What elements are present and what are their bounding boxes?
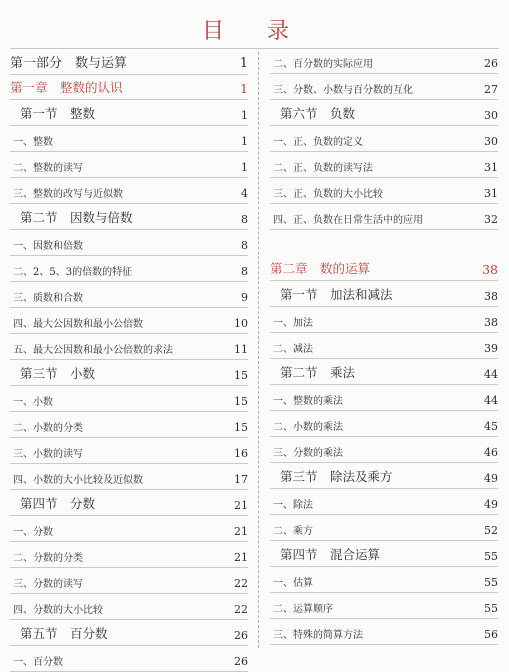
toc-page-number: 15 xyxy=(234,421,248,434)
toc-right-column xyxy=(270,48,498,645)
toc-page-number: 44 xyxy=(484,368,498,381)
toc-page-number: 1 xyxy=(239,56,248,71)
toc-page-number: 55 xyxy=(484,602,498,615)
toc-page-number: 1 xyxy=(241,161,248,174)
toc-chapter[interactable] xyxy=(270,256,498,281)
toc-page-number: 1 xyxy=(241,135,248,148)
toc-entry-title: 二、运算顺序 xyxy=(273,604,333,615)
toc-entry-title: 三、特殊的简算方法 xyxy=(273,630,363,641)
toc-section[interactable] xyxy=(270,541,498,567)
toc-section[interactable] xyxy=(10,100,248,126)
toc-page-number: 16 xyxy=(234,447,248,460)
toc-item[interactable] xyxy=(10,646,248,672)
toc-entry-title: 一、因数和倍数 xyxy=(13,241,83,252)
toc-page-number: 11 xyxy=(234,343,248,356)
toc-item[interactable] xyxy=(270,74,498,100)
toc-page-number: 27 xyxy=(484,83,498,96)
toc-page-number: 52 xyxy=(484,524,498,537)
toc-entry-title: 二、百分数的实际应用 xyxy=(273,59,373,70)
toc-page-number: 56 xyxy=(484,628,498,641)
toc-page-number: 8 xyxy=(241,265,248,278)
toc-entry-title: 一、整数 xyxy=(13,137,53,148)
toc-entry-title: 第三节 除法及乘方 xyxy=(280,469,393,484)
toc-section[interactable] xyxy=(270,359,498,385)
toc-entry-title: 第二章 数的运算 xyxy=(270,261,371,276)
toc-page-number: 4 xyxy=(241,187,248,200)
toc-section[interactable] xyxy=(270,100,498,126)
toc-entry-title: 四、分数的大小比较 xyxy=(13,605,103,616)
toc-left-column xyxy=(10,48,248,672)
toc-page-number: 1 xyxy=(241,109,248,122)
toc-item[interactable] xyxy=(10,230,248,256)
toc-page-number: 30 xyxy=(484,109,498,122)
toc-item[interactable] xyxy=(270,178,498,204)
toc-entry-title: 三、分数的读写 xyxy=(13,579,83,590)
toc-entry-title: 第四节 混合运算 xyxy=(280,547,381,562)
toc-entry-title: 二、小数的分类 xyxy=(13,423,83,434)
toc-page-number: 17 xyxy=(234,473,248,486)
toc-entry-title: 四、小数的大小比较及近似数 xyxy=(13,475,143,486)
toc-entry-title: 一、除法 xyxy=(273,500,313,511)
toc-spacer xyxy=(270,230,498,256)
toc-entry-title: 第一章 整数的认识 xyxy=(10,80,123,95)
toc-entry-title: 一、加法 xyxy=(273,318,313,329)
toc-entry-title: 三、分数、小数与百分数的互化 xyxy=(273,85,413,96)
toc-page-number: 8 xyxy=(241,213,248,226)
toc-item[interactable] xyxy=(270,204,498,230)
toc-item[interactable] xyxy=(270,515,498,541)
toc-entry-title: 二、减法 xyxy=(273,344,313,355)
toc-section[interactable] xyxy=(270,281,498,307)
toc-item[interactable] xyxy=(10,334,248,360)
toc-item[interactable] xyxy=(10,178,248,204)
toc-item[interactable] xyxy=(10,308,248,334)
toc-page-number: 32 xyxy=(484,213,498,226)
toc-page-number: 21 xyxy=(234,525,248,538)
toc-entry-title: 第一节 整数 xyxy=(20,106,96,121)
toc-page-number: 49 xyxy=(484,472,498,485)
toc-entry-title: 第五节 百分数 xyxy=(20,626,108,641)
toc-page-number: 26 xyxy=(484,57,498,70)
toc-item[interactable] xyxy=(10,438,248,464)
toc-entry-title: 第三节 小数 xyxy=(20,366,96,381)
toc-page-number: 22 xyxy=(234,577,248,590)
toc-entry-title: 二、分数的分类 xyxy=(13,553,83,564)
toc-entry-title: 三、整数的改写与近似数 xyxy=(13,189,123,200)
toc-page-number: 38 xyxy=(484,290,498,303)
toc-item[interactable] xyxy=(270,437,498,463)
toc-page-number: 21 xyxy=(234,551,248,564)
toc-entry-title: 二、小数的乘法 xyxy=(273,422,343,433)
toc-section[interactable] xyxy=(10,204,248,230)
toc-item[interactable] xyxy=(10,282,248,308)
toc-entry-title: 第一节 加法和减法 xyxy=(280,287,393,302)
toc-page-number: 31 xyxy=(484,187,498,200)
toc-entry-title: 二、正、负数的读写法 xyxy=(273,163,373,174)
toc-entry-title: 第一部分 数与运算 xyxy=(10,56,128,71)
toc-entry-title: 一、整数的乘法 xyxy=(273,396,343,407)
toc-item[interactable] xyxy=(270,152,498,178)
toc-entry-title: 三、分数的乘法 xyxy=(273,448,343,459)
toc-page-number: 38 xyxy=(482,262,498,277)
toc-item[interactable] xyxy=(10,516,248,542)
toc-item[interactable] xyxy=(10,542,248,568)
toc-page-number: 15 xyxy=(234,369,248,382)
toc-page-number: 9 xyxy=(241,291,248,304)
toc-entry-title: 第四节 分数 xyxy=(20,496,96,511)
toc-entry-title: 一、百分数 xyxy=(13,657,63,668)
toc-entry-title: 三、小数的读写 xyxy=(13,449,83,460)
toc-page-number: 39 xyxy=(484,342,498,355)
toc-page-number: 49 xyxy=(484,498,498,511)
toc-item[interactable] xyxy=(10,464,248,490)
toc-item[interactable] xyxy=(270,489,498,515)
toc-item[interactable] xyxy=(10,256,248,282)
toc-page-number: 15 xyxy=(234,395,248,408)
toc-page-number: 55 xyxy=(484,550,498,563)
toc-section[interactable] xyxy=(270,463,498,489)
toc-page-number: 21 xyxy=(234,499,248,512)
toc-item[interactable] xyxy=(270,593,498,619)
toc-entry-title: 一、估算 xyxy=(273,578,313,589)
toc-chapter[interactable] xyxy=(10,75,248,100)
toc-entry-title: 四、正、负数在日常生活中的应用 xyxy=(273,215,423,226)
toc-item[interactable] xyxy=(270,567,498,593)
toc-entry-title: 第二节 乘法 xyxy=(280,365,356,380)
toc-entry-title: 一、分数 xyxy=(13,527,53,538)
toc-item[interactable] xyxy=(270,48,498,74)
toc-page-number: 45 xyxy=(484,420,498,433)
toc-item[interactable] xyxy=(10,568,248,594)
toc-section[interactable] xyxy=(10,620,248,646)
toc-entry-title: 三、正、负数的大小比较 xyxy=(273,189,383,200)
toc-entry-title: 一、正、负数的定义 xyxy=(273,137,363,148)
toc-item[interactable] xyxy=(270,126,498,152)
toc-item[interactable] xyxy=(10,594,248,620)
toc-entry-title: 四、最大公因数和最小公倍数 xyxy=(13,319,143,330)
toc-page-number: 55 xyxy=(484,576,498,589)
toc-entry-title: 第二节 因数与倍数 xyxy=(20,210,133,225)
toc-section[interactable] xyxy=(10,490,248,516)
toc-item[interactable] xyxy=(10,126,248,152)
toc-item[interactable] xyxy=(10,412,248,438)
toc-section[interactable] xyxy=(10,360,248,386)
toc-page-number: 30 xyxy=(484,135,498,148)
toc-page-number: 38 xyxy=(484,316,498,329)
toc-item[interactable] xyxy=(270,307,498,333)
toc-item[interactable] xyxy=(270,411,498,437)
toc-item[interactable] xyxy=(270,333,498,359)
toc-entry-title: 三、质数和合数 xyxy=(13,293,83,304)
toc-item[interactable] xyxy=(10,386,248,412)
toc-part[interactable] xyxy=(10,48,248,75)
toc-page-number: 26 xyxy=(234,629,248,642)
toc-item[interactable] xyxy=(270,619,498,645)
toc-entry-title: 五、最大公因数和最小公倍数的求法 xyxy=(13,345,173,356)
toc-entry-title: 第六节 负数 xyxy=(280,106,356,121)
page-title: 目 录 xyxy=(202,19,307,44)
toc-entry-title: 二、乘方 xyxy=(273,526,313,537)
toc-page-number: 8 xyxy=(241,239,248,252)
toc-entry-title: 二、2、5、3的倍数的特征 xyxy=(13,267,133,278)
toc-page-number: 26 xyxy=(234,655,248,668)
toc-page-number: 46 xyxy=(484,446,498,459)
toc-item[interactable] xyxy=(270,385,498,411)
toc-page-number: 31 xyxy=(484,161,498,174)
column-divider xyxy=(258,52,259,648)
toc-item[interactable] xyxy=(10,152,248,178)
toc-entry-title: 二、整数的读写 xyxy=(13,163,83,174)
toc-page-number: 1 xyxy=(240,81,248,96)
toc-entry-title: 一、小数 xyxy=(13,397,53,408)
toc-page-number: 10 xyxy=(234,317,248,330)
toc-page-number: 44 xyxy=(484,394,498,407)
toc-page-number: 22 xyxy=(234,603,248,616)
